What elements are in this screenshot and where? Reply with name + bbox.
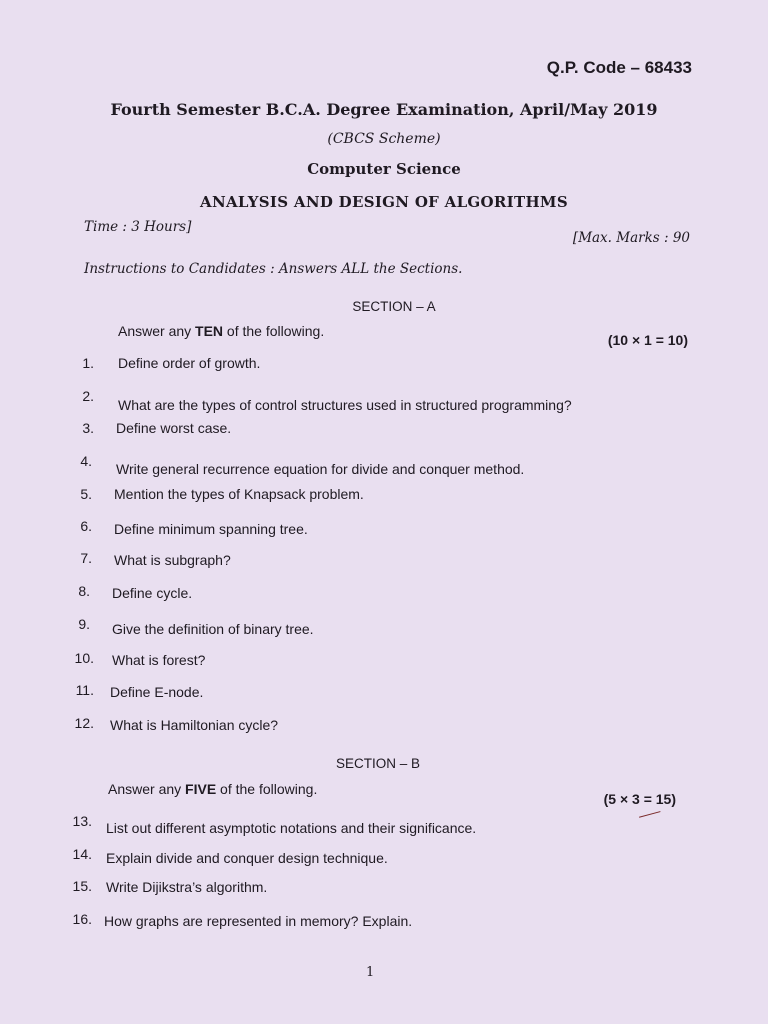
question-number: 9. xyxy=(78,616,90,632)
question-number: 16. xyxy=(72,911,92,927)
question-text: How graphs are represented in memory? Explain. xyxy=(104,913,413,929)
question-number: 6. xyxy=(80,518,92,534)
question-number: 10. xyxy=(74,650,94,666)
question-text: What is subgraph? xyxy=(114,552,231,568)
instructions: Instructions to Candidates : Answers ALL the Sections. xyxy=(84,261,463,277)
qp-code: Q.P. Code – 68433 xyxy=(546,58,692,77)
section-a-instruction xyxy=(118,323,324,339)
question-text: List out different asymptotic notations and their significance. xyxy=(106,820,477,836)
question-number: 5. xyxy=(80,486,92,502)
question-text: Mention the types of Knapsack problem. xyxy=(114,486,364,502)
question-text: What are the types of control structures used in structured programming? xyxy=(118,397,572,413)
section-a-instruction-suffix: of the following. xyxy=(223,323,325,339)
section-b-instruction-prefix: Answer any xyxy=(108,781,186,797)
exam-title: Fourth Semester B.C.A. Degree Examination, April/May 2019 xyxy=(110,100,658,119)
question-text: Define worst case. xyxy=(116,420,232,436)
question-number: 3. xyxy=(82,420,94,436)
question-text: Define order of growth. xyxy=(118,355,261,371)
question-number: 15. xyxy=(72,878,92,894)
section-b-marks: (5 × 3 = 15) xyxy=(603,791,676,807)
question-number: 8. xyxy=(78,583,90,599)
question-text: Write Dijikstra’s algorithm. xyxy=(106,879,268,895)
handwritten-tick-mark xyxy=(637,805,660,817)
section-a-instruction-count: TEN xyxy=(195,323,224,339)
question-number: 7. xyxy=(80,550,92,566)
question-number: 12. xyxy=(74,715,94,731)
question-text: Write general recurrence equation for divide and conquer method. xyxy=(116,461,525,477)
section-b-instruction-count: FIVE xyxy=(185,781,217,797)
page-number: 1 xyxy=(366,965,375,980)
question-text: Explain divide and conquer design technique. xyxy=(106,850,388,866)
scheme: (CBCS Scheme) xyxy=(327,131,441,147)
subject: Computer Science xyxy=(307,160,461,178)
section-a-instruction-prefix: Answer any xyxy=(118,323,196,339)
question-number: 1. xyxy=(82,355,94,371)
section-b-title: SECTION – B xyxy=(335,756,421,771)
max-marks: [Max. Marks : 90 xyxy=(572,230,690,246)
question-number: 11. xyxy=(75,682,94,698)
question-number: 4. xyxy=(80,453,92,469)
question-number: 14. xyxy=(72,846,92,862)
question-text: What is forest? xyxy=(112,652,206,668)
question-text: What is Hamiltonian cycle? xyxy=(110,717,279,733)
section-b-instruction-suffix: of the following. xyxy=(216,781,318,797)
paper-title: ANALYSIS AND DESIGN OF ALGORITHMS xyxy=(200,193,568,211)
question-text: Define minimum spanning tree. xyxy=(114,521,308,537)
question-text: Give the definition of binary tree. xyxy=(112,621,314,637)
section-a-marks: (10 × 1 = 10) xyxy=(607,332,688,348)
question-number: 13. xyxy=(72,813,92,829)
section-b-instruction xyxy=(108,781,317,797)
section-a-title: SECTION – A xyxy=(352,299,436,314)
question-number: 2. xyxy=(82,388,94,404)
question-text: Define cycle. xyxy=(112,585,193,601)
time-duration: Time : 3 Hours] xyxy=(84,219,192,235)
question-text: Define E-node. xyxy=(110,684,204,700)
